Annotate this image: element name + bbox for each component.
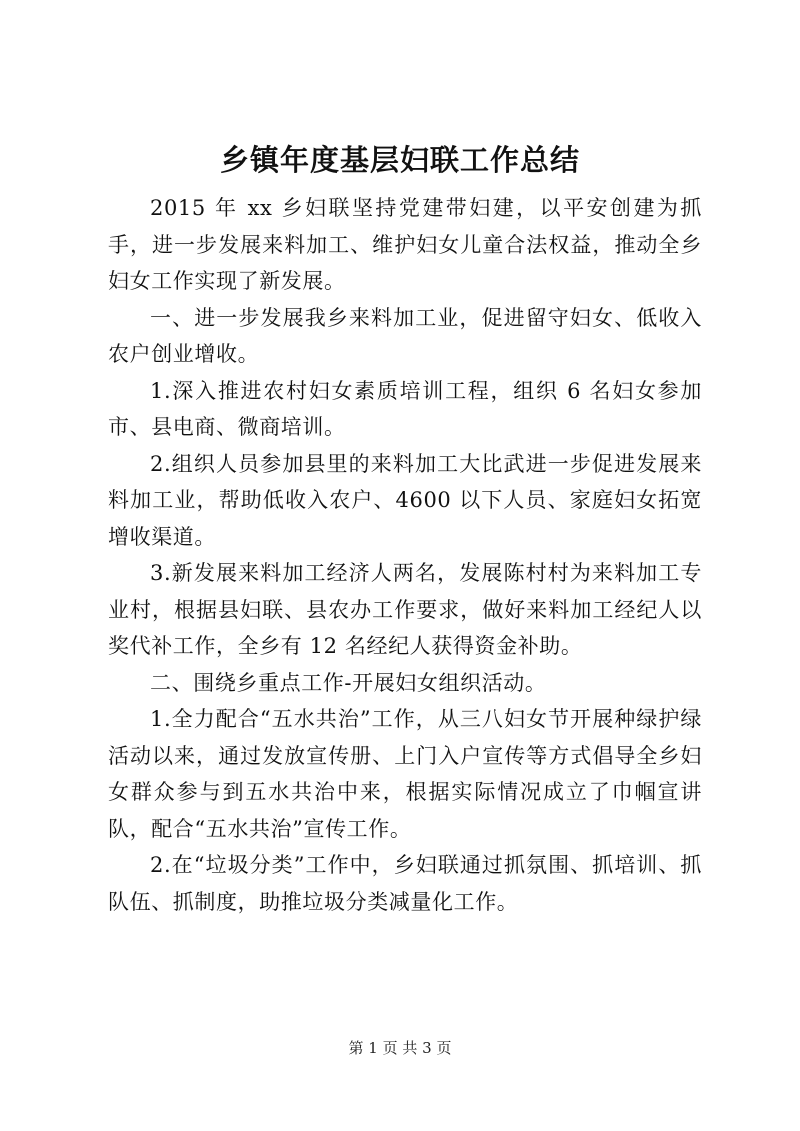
section-heading-1: 一、进一步发展我乡来料加工业，促进留守妇女、低收入农户创业增收。 bbox=[108, 305, 702, 366]
paragraph-1-1: 1.深入推进农村妇女素质培训工程，组织 6 名妇女参加市、县电商、微商培训。 bbox=[108, 378, 702, 439]
page-footer: 第 1 页 共 3 页 bbox=[348, 1039, 452, 1057]
paragraph-intro: 2015 年 xx 乡妇联坚持党建带妇建，以平安创建为抓手，进一步发展来料加工、维护妇女儿童合法权益，推动全乡妇女工作实现了新发展。 bbox=[108, 196, 702, 293]
paragraph-1-3: 3.新发展来料加工经济人两名，发展陈村村为来料加工专业村，根据县妇联、县农办工作要求，做好来料加工经纪人以奖代补工作，全乡有 12 名经纪人获得资金补助。 bbox=[108, 561, 702, 658]
section-heading-2: 二、围绕乡重点工作-开展妇女组织活动。 bbox=[150, 670, 547, 695]
paragraph-2-1: 1.全力配合“五水共治”工作，从三八妇女节开展种绿护绿活动以来，通过发放宣传册、上门入户宣传等方式倡导全乡妇女群众参与到五水共治中来，根据实际情况成立了巾帼宣讲队，配合“五水共治”宣传工作。 bbox=[108, 707, 702, 841]
document-body bbox=[108, 190, 702, 920]
paragraph-1-2: 2.组织人员参加县里的来料加工大比武进一步促进发展来料加工业，帮助低收入农户、4600 以下人员、家庭妇女拓宽增收渠道。 bbox=[108, 451, 702, 549]
paragraph-2-2: 2.在“垃圾分类”工作中，乡妇联通过抓氛围、抓培训、抓队伍、抓制度，助推垃圾分类减量化工作。 bbox=[108, 853, 702, 914]
document-title: 乡镇年度基层妇联工作总结 bbox=[219, 143, 580, 177]
